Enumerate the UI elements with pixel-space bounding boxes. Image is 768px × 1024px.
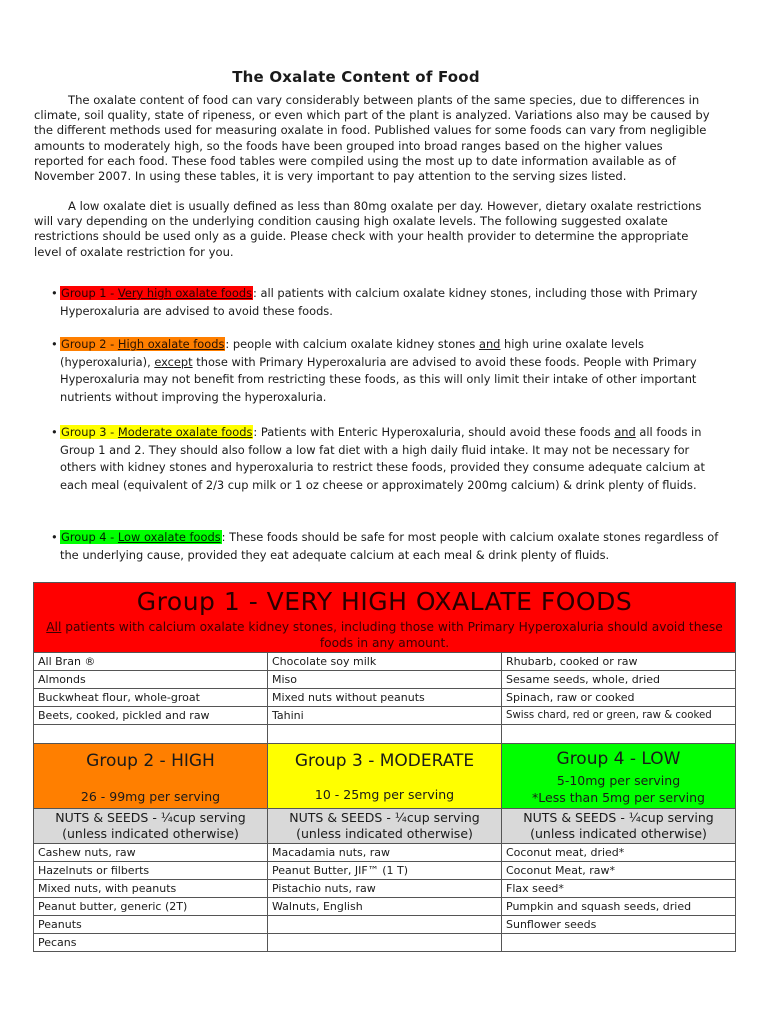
intro-paragraph-2: A low oxalate diet is usually defined as less than 80mg oxalate per day. However, dietary oxalate restrictions will vary depending on the underlying condition causing high oxalate levels. The following suggested oxalate restrictions should be used only as a guide. Please check with your health provider to determine the appropriate level of oxalate restriction for you.: [34, 199, 702, 259]
group-3-tag: Group 3 - Moderate oxalate foods: [61, 425, 253, 439]
bullet-dot-icon: •: [51, 286, 58, 300]
table-cell: Almonds: [34, 671, 268, 689]
table-cell: Beets, cooked, pickled and raw: [34, 707, 268, 725]
table-cell: Swiss chard, red or green, raw & cooked: [502, 707, 736, 725]
category-header: NUTS & SEEDS - ¼cup serving (unless indicated otherwise): [502, 809, 736, 844]
group-4-header: [502, 744, 736, 809]
category-row: [34, 809, 736, 844]
table-cell: Spinach, raw or cooked: [502, 689, 736, 707]
table-row: [34, 898, 736, 916]
table-cell: Peanut butter, generic (2T): [34, 898, 268, 916]
table-cell: Pumpkin and squash seeds, dried: [502, 898, 736, 916]
table-row: [34, 689, 736, 707]
table-cell: Coconut meat, dried*: [502, 844, 736, 862]
group-1-header: [34, 583, 736, 653]
table-cell: Hazelnuts or filberts: [34, 862, 268, 880]
group-3-range: 10 - 25mg per serving: [314, 787, 455, 802]
table-cell: [502, 725, 736, 744]
table-cell: [502, 934, 736, 952]
table-row: [34, 653, 736, 671]
table-cell: [34, 725, 268, 744]
bullet-group-1: [51, 285, 720, 320]
table-spacer-row: [34, 725, 736, 744]
group-2-header: [34, 744, 268, 809]
table-cell: Buckwheat flour, whole-groat: [34, 689, 268, 707]
table-cell: Mixed nuts without peanuts: [268, 689, 502, 707]
table-cell: Cashew nuts, raw: [34, 844, 268, 862]
bullet-dot-icon: •: [51, 337, 58, 351]
intro-paragraph-1: The oxalate content of food can vary considerably between plants of the same species, due to differences in climate, soil quality, state of ripeness, or even which part of the plant is analyzed. Variations also may be caused by the different methods used for measuring oxalate in food. Published values for some foods can vary from negligible amounts to moderately high, so the foods have been grouped into broad ranges based on the higher values reported for each food. These food tables were compiled using the most up to date information available as of November 2007. In using these tables, it is very important to pay attention to the serving sizes listed.: [34, 93, 710, 184]
table-cell: Coconut Meat, raw*: [502, 862, 736, 880]
table-cell: [268, 934, 502, 952]
table-cell: Rhubarb, cooked or raw: [502, 653, 736, 671]
table-row: [34, 916, 736, 934]
table-cell: [268, 725, 502, 744]
table-cell: Sesame seeds, whole, dried: [502, 671, 736, 689]
bullet-dot-icon: •: [51, 530, 58, 544]
bullet-group-2: • Group 2 - High oxalate foods: people with calcium oxalate kidney stones and high urine oxalate levels (hyperoxaluria), except those with Primary Hyperoxaluria are advised to avoid these foods. People with Primary Hyperoxaluria may not benefit from restricting these foods, as this will only limit their intake of other important nutrients without improving the hyperoxaluria.: [51, 337, 697, 404]
table-cell: Tahini: [268, 707, 502, 725]
table-cell: All Bran ®: [34, 653, 268, 671]
table-cell: Chocolate soy milk: [268, 653, 502, 671]
bullet-group-4: [51, 529, 720, 564]
table-row: [34, 671, 736, 689]
group-1-subtitle: All patients with calcium oxalate kidney stones, including those with Primary Hyperoxaluria should avoid these foods in any amount.: [46, 620, 723, 650]
table-row: [34, 862, 736, 880]
group-1-header-row: [34, 583, 736, 653]
page-title: The Oxalate Content of Food: [232, 68, 480, 86]
table-row: [34, 844, 736, 862]
group-2-tag: Group 2 - High oxalate foods: [61, 337, 225, 351]
table-cell: Sunflower seeds: [502, 916, 736, 934]
group-1-tag: Group 1 - Very high oxalate foods: [61, 286, 253, 300]
table-row: [34, 880, 736, 898]
table-row: [34, 934, 736, 952]
category-header: NUTS & SEEDS - ¼cup serving (unless indicated otherwise): [34, 809, 268, 844]
group-4-note: *Less than 5mg per serving: [532, 790, 705, 805]
table-cell: Mixed nuts, with peanuts: [34, 880, 268, 898]
group-2-range: 26 - 99mg per serving: [80, 789, 221, 804]
bullet-group-4-text: : These foods should be safe for most people with calcium oxalate stones regardless of the underlying cause, provided they eat adequate calcium at each meal & drink plenty of fluids.: [60, 530, 719, 562]
table-cell: Pistachio nuts, raw: [268, 880, 502, 898]
group-4-range: 5-10mg per serving: [556, 773, 681, 788]
table-cell: [268, 916, 502, 934]
category-header: NUTS & SEEDS - ¼cup serving (unless indicated otherwise): [268, 809, 502, 844]
group-1-title: Group 1 - VERY HIGH OXALATE FOODS: [136, 587, 633, 616]
bullet-group-1-text: : all patients with calcium oxalate kidney stones, including those with Primary Hyperoxaluria are advised to avoid these foods.: [60, 286, 698, 318]
table-row: [34, 707, 736, 725]
table-cell: Pecans: [34, 934, 268, 952]
bullet-dot-icon: •: [51, 425, 58, 439]
table-cell: Peanut Butter, JIF™ (1 T): [268, 862, 502, 880]
table-cell: Peanuts: [34, 916, 268, 934]
table-cell: Macadamia nuts, raw: [268, 844, 502, 862]
bullet-group-3: • Group 3 - Moderate oxalate foods: Patients with Enteric Hyperoxaluria, should avoid these foods and all foods in Group 1 and 2. They should also follow a low fat diet with a high daily fluid intake. It may not be necessary for others with kidney stones and hyperoxaluria to restrict these foods, provided they consume adequate calcium at each meal (equivalent of 2/3 cup milk or 1 oz cheese or approximately 200mg calcium) & drink plenty of fluids.: [51, 425, 705, 492]
table-cell: Walnuts, English: [268, 898, 502, 916]
group-4-title: Group 4 - LOW: [556, 749, 681, 769]
group-3-header: [268, 744, 502, 809]
table-cell: Flax seed*: [502, 880, 736, 898]
group-3-title: Group 3 - MODERATE: [294, 751, 475, 771]
group-4-tag: Group 4 - Low oxalate foods: [61, 530, 221, 544]
oxalate-food-table: [33, 582, 736, 952]
table-cell: Miso: [268, 671, 502, 689]
group-2-title: Group 2 - HIGH: [86, 751, 215, 771]
group-headers-row: [34, 744, 736, 809]
